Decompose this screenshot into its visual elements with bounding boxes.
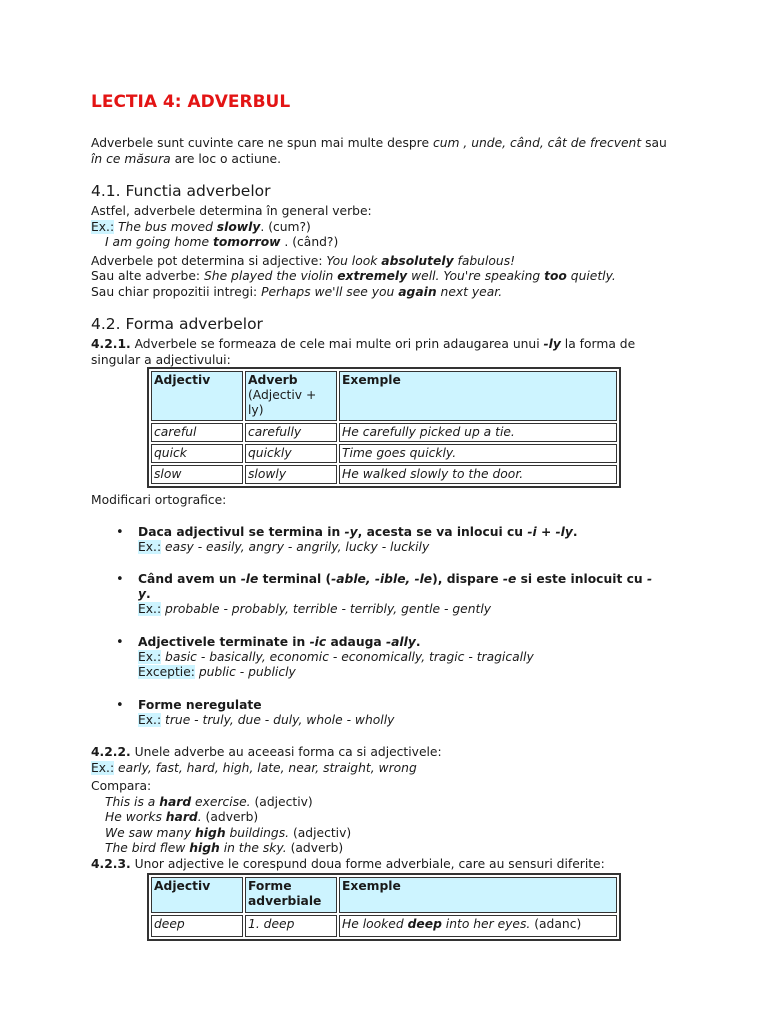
text: Unele adverbe au aceeasi forma ca si adjectivele: (130, 745, 442, 759)
text: exercise. (191, 794, 251, 809)
section-heading-4-2: 4.2. Forma adverbelor (91, 315, 263, 333)
table-cell: deep (151, 915, 243, 937)
header-cell: Forme adverbiale (245, 877, 337, 913)
rule-example (138, 540, 653, 555)
text: -ly (543, 337, 561, 351)
text: adauga (326, 635, 386, 649)
text: (Adjectiv + ly) (248, 388, 317, 417)
text: into her eyes. (441, 917, 531, 931)
list-item (138, 698, 653, 728)
text: -ic (309, 635, 327, 649)
table-row (151, 423, 617, 442)
text: Daca adjectivul se termina in (138, 525, 345, 539)
text: -le (240, 572, 259, 586)
header-cell: Exemple (339, 877, 617, 913)
list-item (138, 635, 653, 680)
text: hard (159, 794, 192, 809)
example-label: Ex.: (91, 219, 115, 234)
rule-text (138, 525, 653, 540)
text: cum , unde, când, cât de frecvent (432, 136, 642, 150)
table-row (151, 465, 617, 484)
rule-example (138, 602, 653, 617)
text: . (146, 587, 151, 601)
text: (adanc) (530, 917, 582, 931)
text: buildings. (225, 825, 290, 840)
text: basic - basically, economic - economically, tragic - tragically (161, 650, 534, 664)
example-label: Ex.: (138, 713, 162, 727)
text: next year. (436, 284, 503, 299)
text: Adverbele pot determina si adjective: (91, 253, 327, 268)
section-4-1-body (91, 204, 671, 300)
text: I am going home (105, 235, 213, 249)
text: terminal ( (258, 572, 332, 586)
example-label: Ex.: (138, 602, 162, 616)
text: fabulous! (453, 253, 516, 268)
table-cell: He carefully picked up a tie. (339, 423, 617, 442)
text: Sau chiar propozitii intregi: (91, 284, 262, 299)
text: sau (641, 136, 667, 150)
table-cell: slowly (245, 465, 337, 484)
text: This is a (105, 794, 160, 809)
text: , acesta se va inlocui cu (357, 525, 528, 539)
text: He looked (342, 917, 408, 931)
line (91, 235, 671, 251)
table-cell: careful (151, 423, 243, 442)
header-cell: Exemple (339, 371, 617, 421)
text: la forma de singular a adjectivului: (91, 337, 636, 367)
text: are loc o actiune. (170, 151, 282, 166)
example-label: Ex.: (138, 540, 162, 554)
lesson-title: LECTIA 4: ADVERBUL (91, 92, 291, 112)
text: (adverb) (286, 841, 344, 855)
line (91, 841, 671, 857)
text: high (189, 841, 220, 855)
text: -e (502, 572, 517, 586)
text: (adjectiv) (289, 825, 352, 840)
text: -i (527, 525, 537, 539)
adverb-formation-table (147, 367, 621, 488)
text: Perhaps we'll see you (261, 284, 399, 299)
line (91, 269, 671, 285)
text: She played the violin (203, 269, 338, 283)
spelling-changes-label: Modificari ortografice: (91, 493, 227, 507)
line (91, 857, 671, 873)
text: -able, -ible, -le (331, 572, 433, 586)
text: extremely (337, 269, 408, 283)
line: Compara: (91, 779, 152, 793)
text: again (398, 284, 437, 299)
text: Adverbele sunt cuvinte care ne spun mai multe despre (91, 136, 433, 150)
text: (adverb) (201, 810, 259, 824)
text: Unor adjective le corespund doua forme adverbiale, care au sensuri diferite: (130, 856, 605, 871)
line (91, 826, 671, 842)
rule-example (138, 650, 653, 665)
text: The bird flew (105, 841, 190, 855)
text: too (544, 269, 567, 283)
table-cell: 1. deep (245, 915, 337, 937)
text: true - truly, due - duly, whole - wholly (161, 713, 395, 727)
text: . (415, 635, 421, 649)
text: easy - easily, angry - angrily, lucky - luckily (161, 540, 430, 554)
text: 4.2.3. (91, 856, 131, 871)
text: . (cum?) (260, 219, 311, 234)
line (91, 795, 671, 811)
list-item (138, 525, 653, 555)
text: . (572, 525, 578, 539)
list-item (138, 572, 653, 617)
section-heading-4-1: 4.1. Functia adverbelor (91, 182, 271, 200)
text: . (197, 810, 202, 824)
text: public - publicly (194, 665, 296, 679)
header-cell: Adjectiv (151, 371, 243, 421)
text: Adverb (248, 373, 298, 387)
rule-text (138, 635, 653, 650)
text: -ally (386, 635, 416, 649)
text: in the sky. (219, 841, 287, 855)
text: Sau alte adverbe: (91, 269, 204, 283)
table-cell: quickly (245, 444, 337, 463)
text: în ce măsura (91, 151, 171, 166)
text: ), dispare (432, 572, 503, 586)
paragraph-4-2-1 (91, 337, 671, 368)
text: . (când?) (280, 235, 339, 249)
text: + (536, 525, 556, 539)
text: absolutely (381, 253, 454, 268)
adverbial-forms-table (147, 873, 621, 941)
line (91, 254, 671, 270)
rule-exception (138, 665, 653, 680)
header-cell: Adjectiv (151, 877, 243, 913)
text: Adverbele se formeaza de cele mai multe ori prin adaugarea unui (130, 337, 544, 351)
table-header-row (151, 877, 617, 913)
text: The bus moved (118, 219, 217, 234)
text: quietly. (566, 269, 616, 283)
table-cell: quick (151, 444, 243, 463)
text: early, fast, hard, high, late, near, straight, wrong (114, 760, 417, 775)
example-label: Ex.: (91, 760, 115, 775)
text: well. You're speaking (407, 269, 545, 283)
intro-paragraph (91, 136, 671, 167)
table-row (151, 915, 617, 937)
text: si este inlocuit cu (516, 572, 647, 586)
text: Când avem un (138, 572, 241, 586)
table-cell: carefully (245, 423, 337, 442)
header-cell (245, 371, 337, 421)
text: You look (326, 253, 382, 268)
table-header-row (151, 371, 617, 421)
table-row (151, 444, 617, 463)
text: We saw many (105, 825, 196, 840)
text: deep (407, 917, 442, 931)
text: He works (105, 810, 166, 824)
text: 4.2.2. (91, 745, 131, 759)
example-label: Ex.: (138, 650, 162, 664)
text: -y (138, 572, 653, 601)
text: slowly (216, 219, 261, 234)
text: 4.2.1. (91, 337, 131, 351)
text: tomorrow (212, 235, 281, 249)
table-cell: He walked slowly to the door. (339, 465, 617, 484)
paragraph-4-2-2 (91, 745, 671, 872)
rule-example (138, 713, 653, 728)
text: (adjectiv) (250, 794, 313, 809)
table-cell (339, 915, 617, 937)
rule-text: • Forme neregulate (138, 698, 262, 712)
text: -y (344, 525, 358, 539)
exception-label: Exceptie: (138, 665, 195, 679)
text: probable - probably, terrible - terribly, gentle - gently (161, 602, 492, 616)
text: hard (165, 810, 198, 824)
table-cell: slow (151, 465, 243, 484)
text: -ly (555, 525, 573, 539)
text: high (195, 825, 226, 840)
line (91, 810, 671, 826)
line (91, 761, 671, 777)
text: Adjectivele terminate in (138, 635, 310, 649)
line (91, 285, 671, 301)
rule-text (138, 572, 653, 602)
line (91, 745, 671, 761)
table-cell: Time goes quickly. (339, 444, 617, 463)
line (91, 220, 671, 236)
line: Astfel, adverbele determina în general verbe: (91, 204, 372, 218)
